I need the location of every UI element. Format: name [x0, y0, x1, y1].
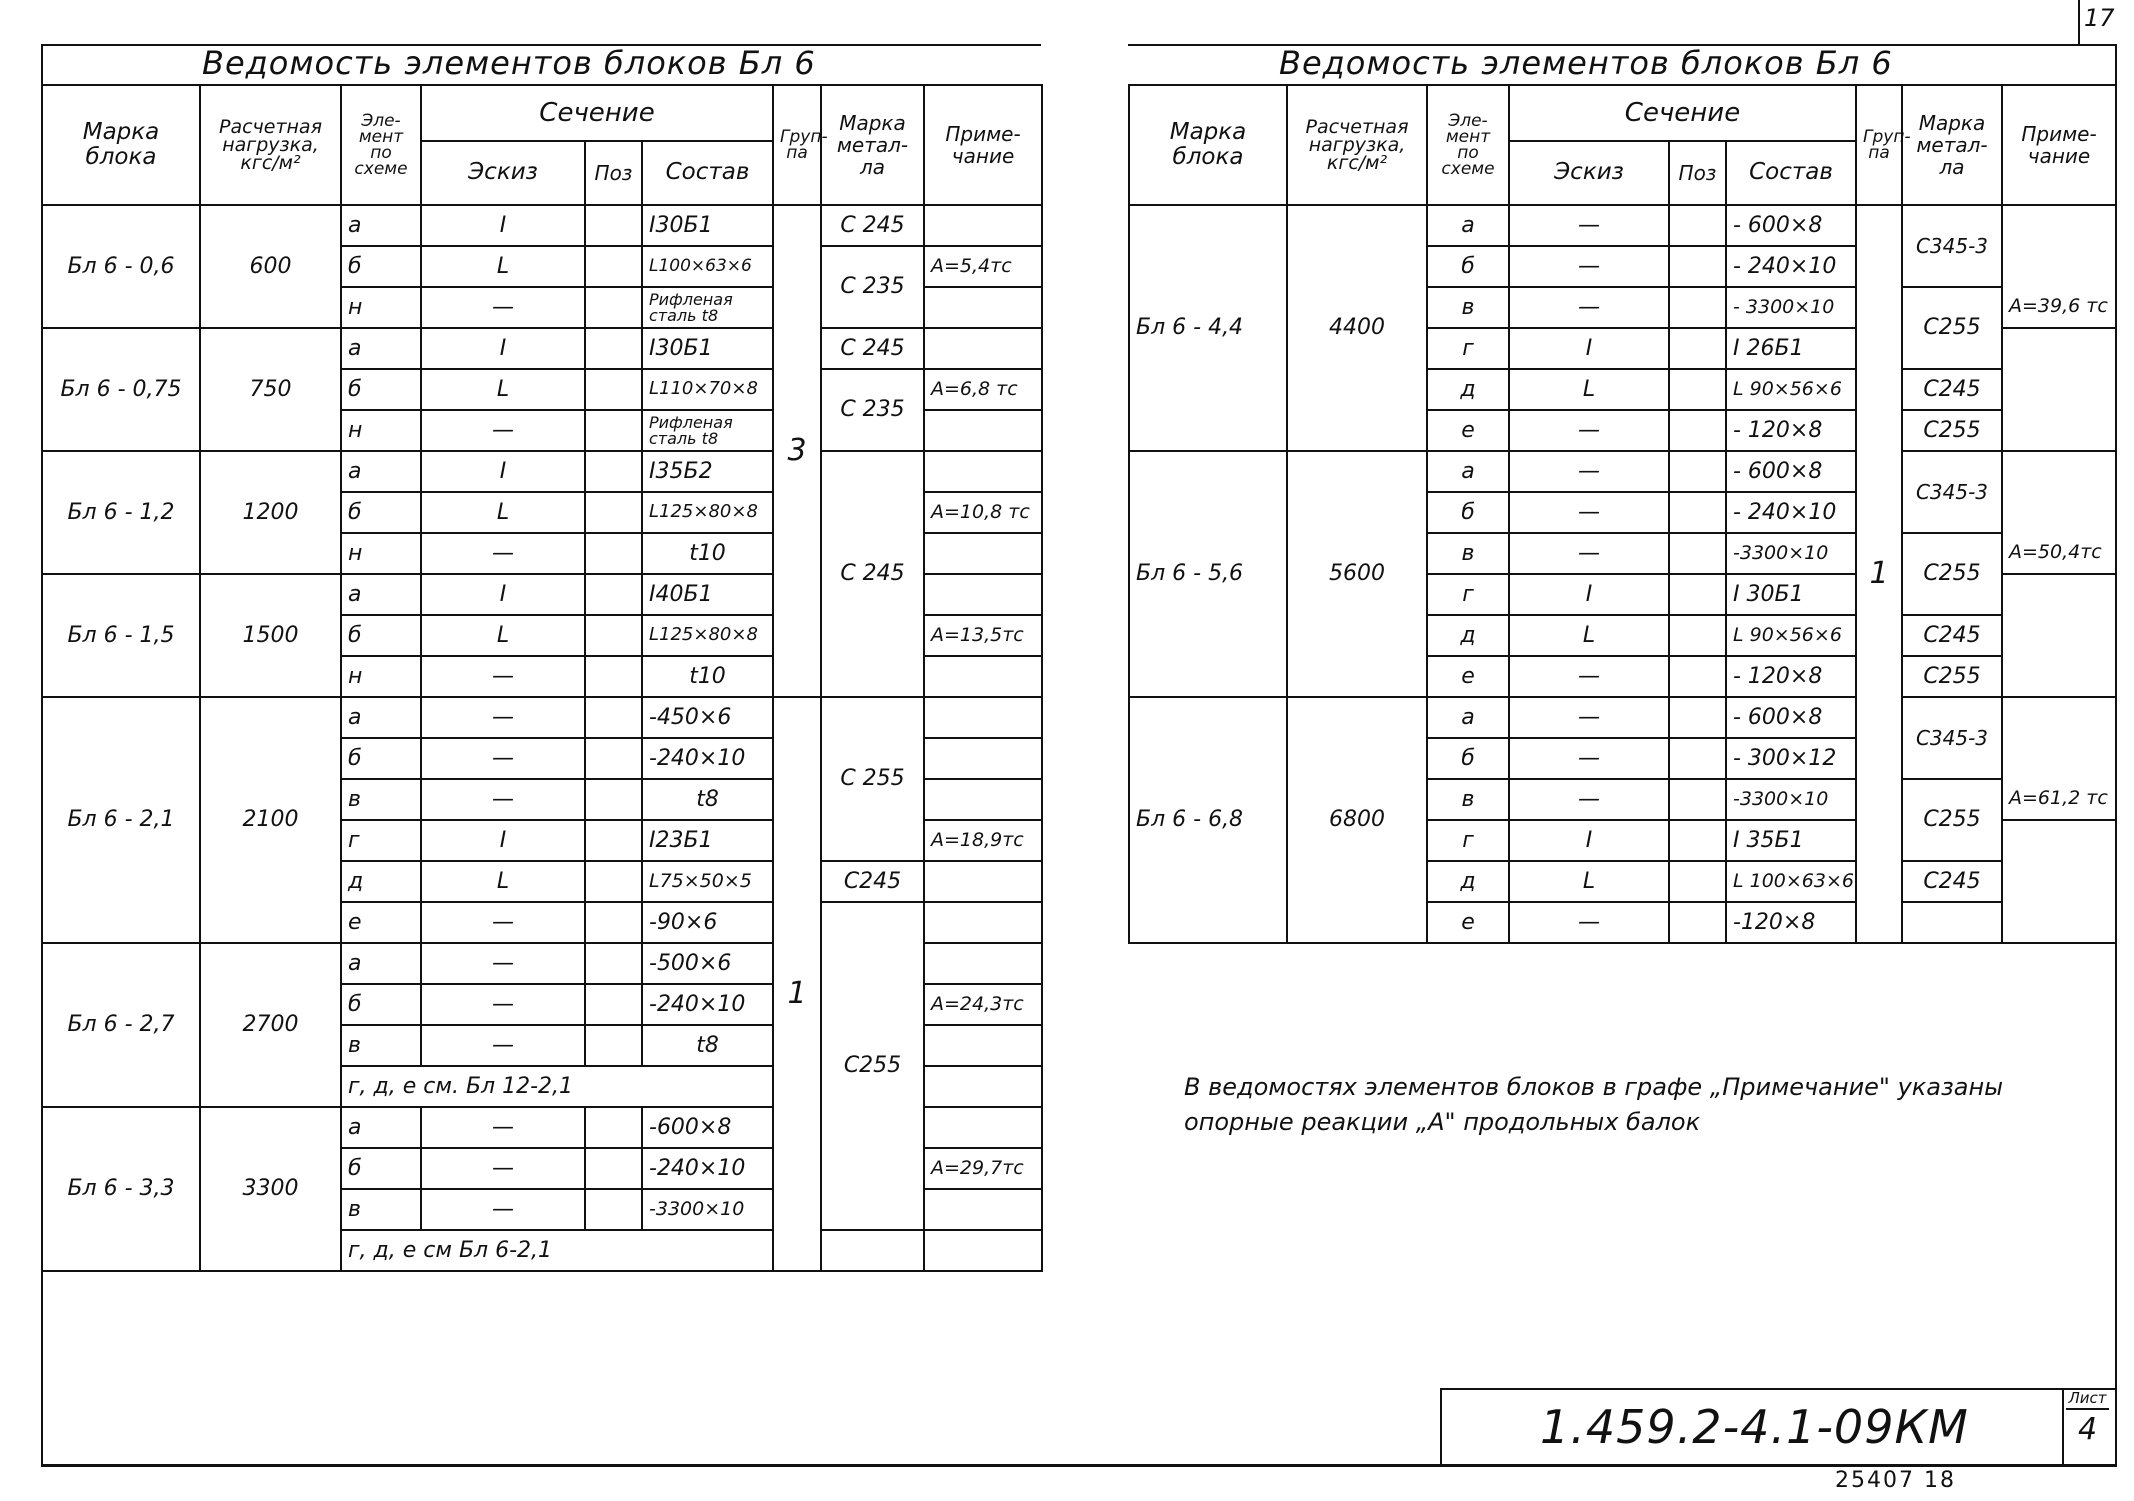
element-letter: а — [1427, 451, 1509, 492]
block-mark: Бл 6 - 3,3 — [42, 1107, 200, 1271]
header-load: Расчетная нагрузка, кгс/м² — [1287, 85, 1427, 205]
element-letter: б — [341, 738, 421, 779]
block-mark: Бл 6 - 6,8 — [1129, 697, 1287, 943]
metal-cell: С 245 — [821, 451, 924, 697]
element-letter: а — [1427, 697, 1509, 738]
pos-cell — [1669, 779, 1726, 820]
pos-cell — [1669, 451, 1726, 492]
composition-cell: - 600×8 — [1726, 205, 1856, 246]
composition-cell: -500×6 — [642, 943, 773, 984]
metal-cell: С345-3 — [1902, 697, 2002, 779]
header-pos: Поз — [585, 141, 642, 205]
composition-cell: -3300×10 — [642, 1189, 773, 1230]
element-letter: г — [341, 820, 421, 861]
note-cell — [924, 943, 1042, 984]
pos-cell — [585, 410, 642, 451]
composition-cell: - 240×10 — [1726, 492, 1856, 533]
composition-cell: L125×80×8 — [642, 615, 773, 656]
header-group: Груп-па — [1856, 85, 1902, 205]
note-cell — [924, 205, 1042, 246]
sketch-angle: L — [421, 369, 585, 410]
element-letter: б — [341, 615, 421, 656]
element-letter: е — [1427, 656, 1509, 697]
composition-cell: I 35Б1 — [1726, 820, 1856, 861]
sketch-plate: — — [1509, 533, 1669, 574]
metal-cell: С245 — [1902, 861, 2002, 902]
note-cell: А=29,7тс — [924, 1148, 1042, 1189]
header-metal: Марка метал-ла — [1902, 85, 2002, 205]
note-cell — [924, 1230, 1042, 1271]
composition-cell: t10 — [642, 533, 773, 574]
element-letter: а — [341, 328, 421, 369]
note-cell — [924, 451, 1042, 492]
pos-cell — [585, 574, 642, 615]
block-load: 750 — [200, 328, 341, 451]
element-letter: в — [1427, 287, 1509, 328]
note-cell: А=5,4тс — [924, 246, 1042, 287]
composition-cell: -3300×10 — [1726, 779, 1856, 820]
pos-cell — [1669, 861, 1726, 902]
composition-cell: I30Б1 — [642, 328, 773, 369]
sketch-plate: — — [421, 943, 585, 984]
group-cell: 3 — [773, 205, 821, 697]
pos-cell — [1669, 287, 1726, 328]
sketch-i-beam: I — [421, 820, 585, 861]
element-letter: а — [341, 205, 421, 246]
header-composition: Состав — [1726, 141, 1856, 205]
block-mark: Бл 6 - 1,2 — [42, 451, 200, 574]
element-letter: б — [1427, 246, 1509, 287]
element-letter: а — [341, 1107, 421, 1148]
element-letter: б — [1427, 738, 1509, 779]
right-elements-table — [1128, 44, 2117, 944]
pos-cell — [1669, 492, 1726, 533]
composition-cell: -600×8 — [642, 1107, 773, 1148]
element-letter: д — [1427, 861, 1509, 902]
sketch-i-beam: I — [1509, 328, 1669, 369]
pos-cell — [585, 369, 642, 410]
block-load: 2100 — [200, 697, 341, 943]
note-cell — [924, 861, 1042, 902]
pos-cell — [1669, 328, 1726, 369]
pos-cell — [585, 1189, 642, 1230]
block-mark: Бл 6 - 1,5 — [42, 574, 200, 697]
sketch-plate: — — [421, 410, 585, 451]
sketch-plate: — — [421, 1107, 585, 1148]
composition-cell: - 300×12 — [1726, 738, 1856, 779]
element-letter: б — [341, 1148, 421, 1189]
sketch-plate: — — [421, 738, 585, 779]
note-cell: А=50,4тс — [2002, 533, 2116, 574]
note-cell — [924, 738, 1042, 779]
pos-cell — [585, 205, 642, 246]
metal-cell: С 245 — [821, 328, 924, 369]
element-letter: е — [1427, 410, 1509, 451]
sheet-number: 4 — [2077, 1412, 2098, 1447]
group-cell: 1 — [773, 697, 821, 1271]
sketch-plate: — — [421, 1189, 585, 1230]
note-cell — [924, 287, 1042, 328]
block-load: 600 — [200, 205, 341, 328]
element-letter: в — [341, 1025, 421, 1066]
sketch-plate: — — [1509, 410, 1669, 451]
composition-cell: L 90×56×6 — [1726, 615, 1856, 656]
pos-cell — [1669, 656, 1726, 697]
element-letter: н — [341, 410, 421, 451]
composition-cell: -450×6 — [642, 697, 773, 738]
sketch-plate: — — [421, 779, 585, 820]
element-letter: в — [1427, 779, 1509, 820]
pos-cell — [1669, 574, 1726, 615]
composition-cell: L 90×56×6 — [1726, 369, 1856, 410]
note-cell — [924, 1189, 1042, 1230]
element-letter: д — [1427, 615, 1509, 656]
element-letter: б — [341, 984, 421, 1025]
composition-cell: - 120×8 — [1726, 410, 1856, 451]
pos-cell — [1669, 738, 1726, 779]
sketch-angle: L — [421, 492, 585, 533]
sketch-angle: L — [421, 246, 585, 287]
sheet-label: Лист — [2066, 1388, 2109, 1410]
sketch-plate: — — [1509, 697, 1669, 738]
metal-cell: С255 — [821, 902, 924, 1230]
corner-number: 17 — [2084, 4, 2115, 32]
composition-cell: - 240×10 — [1726, 246, 1856, 287]
composition-cell: -240×10 — [642, 984, 773, 1025]
header-note: Приме-чание — [924, 85, 1042, 205]
composition-cell: L75×50×5 — [642, 861, 773, 902]
header-mark: Марка блока — [1129, 85, 1287, 205]
sketch-plate: — — [1509, 779, 1669, 820]
footnote-line: опорные реакции „А" продольных балок — [1184, 1107, 1701, 1136]
metal-cell: С 235 — [821, 246, 924, 328]
reference-cell: г, д, е см Бл 6-2,1 — [341, 1230, 773, 1271]
composition-cell: -240×10 — [642, 1148, 773, 1189]
footnote-line: В ведомостях элементов блоков в графе „Примечание" указаны — [1184, 1073, 2004, 1101]
metal-cell: С255 — [1902, 287, 2002, 369]
sketch-plate: — — [1509, 738, 1669, 779]
pos-cell — [1669, 205, 1726, 246]
pos-cell — [585, 861, 642, 902]
pos-cell — [1669, 820, 1726, 861]
pos-cell — [585, 492, 642, 533]
sketch-plate: — — [1509, 451, 1669, 492]
note-cell — [2002, 697, 2116, 779]
pos-cell — [1669, 410, 1726, 451]
sketch-plate: — — [421, 697, 585, 738]
sketch-i-beam: I — [421, 205, 585, 246]
composition-cell: -120×8 — [1726, 902, 1856, 943]
metal-cell: С255 — [1902, 656, 2002, 697]
metal-cell — [1902, 902, 2002, 943]
composition-cell: Рифленая сталь t8 — [642, 410, 773, 451]
sketch-plate: — — [1509, 205, 1669, 246]
header-pos: Поз — [1669, 141, 1726, 205]
composition-cell: - 600×8 — [1726, 697, 1856, 738]
note-cell — [924, 1025, 1042, 1066]
note-cell — [924, 574, 1042, 615]
composition-cell: - 120×8 — [1726, 656, 1856, 697]
pos-cell — [585, 246, 642, 287]
sketch-angle: L — [1509, 615, 1669, 656]
element-letter: г — [1427, 328, 1509, 369]
sketch-plate: — — [1509, 492, 1669, 533]
pos-cell — [585, 820, 642, 861]
sketch-i-beam: I — [421, 328, 585, 369]
element-letter: а — [341, 451, 421, 492]
metal-cell: С255 — [1902, 533, 2002, 615]
pos-cell — [585, 943, 642, 984]
element-letter: в — [341, 779, 421, 820]
block-load: 5600 — [1287, 451, 1427, 697]
pos-cell — [585, 615, 642, 656]
note-cell — [2002, 820, 2116, 943]
sketch-angle: L — [1509, 369, 1669, 410]
note-cell: А=10,8 тс — [924, 492, 1042, 533]
composition-cell: L100×63×6 — [642, 246, 773, 287]
element-letter: н — [341, 533, 421, 574]
note-cell: А=6,8 тс — [924, 369, 1042, 410]
element-letter: а — [341, 574, 421, 615]
footnote — [1184, 1070, 2003, 1140]
note-cell — [924, 410, 1042, 451]
note-cell — [924, 697, 1042, 738]
element-letter: г — [1427, 574, 1509, 615]
pos-cell — [1669, 246, 1726, 287]
pos-cell — [585, 902, 642, 943]
composition-cell: -240×10 — [642, 738, 773, 779]
table-title: Ведомость элементов блоков Бл 6 — [42, 44, 1042, 85]
pos-cell — [585, 697, 642, 738]
block-mark: Бл 6 - 0,6 — [42, 205, 200, 328]
pos-cell — [585, 451, 642, 492]
sketch-angle: L — [1509, 861, 1669, 902]
note-cell — [924, 779, 1042, 820]
header-group: Груп-па — [773, 85, 821, 205]
sketch-angle: L — [421, 861, 585, 902]
sketch-plate: — — [1509, 246, 1669, 287]
composition-cell: I23Б1 — [642, 820, 773, 861]
element-letter: н — [341, 287, 421, 328]
note-cell — [924, 656, 1042, 697]
sketch-plate: — — [421, 287, 585, 328]
document-code: 1.459.2-4.1-09КМ — [1540, 1400, 1969, 1454]
block-load: 1500 — [200, 574, 341, 697]
note-cell — [2002, 328, 2116, 451]
block-load: 4400 — [1287, 205, 1427, 451]
element-letter: б — [341, 492, 421, 533]
pos-cell — [585, 984, 642, 1025]
composition-cell: I30Б1 — [642, 205, 773, 246]
element-letter: а — [341, 943, 421, 984]
pos-cell — [585, 533, 642, 574]
note-cell: А=39,6 тс — [2002, 287, 2116, 328]
metal-cell — [821, 1230, 924, 1271]
sketch-plate: — — [421, 656, 585, 697]
composition-cell: t8 — [642, 1025, 773, 1066]
header-section: Сечение — [421, 85, 773, 141]
metal-cell: С 245 — [821, 205, 924, 246]
element-letter: д — [341, 861, 421, 902]
left-elements-table — [41, 44, 1043, 1272]
sketch-plate: — — [1509, 902, 1669, 943]
sketch-angle: L — [421, 615, 585, 656]
pos-cell — [1669, 697, 1726, 738]
block-mark: Бл 6 - 2,7 — [42, 943, 200, 1107]
composition-cell: I 30Б1 — [1726, 574, 1856, 615]
note-cell — [924, 533, 1042, 574]
block-mark: Бл 6 - 0,75 — [42, 328, 200, 451]
element-letter: в — [1427, 533, 1509, 574]
pos-cell — [585, 779, 642, 820]
metal-cell: С245 — [1902, 615, 2002, 656]
pos-cell — [1669, 533, 1726, 574]
composition-cell: t8 — [642, 779, 773, 820]
sketch-plate: — — [1509, 656, 1669, 697]
metal-cell: С345-3 — [1902, 451, 2002, 533]
composition-cell: I35Б2 — [642, 451, 773, 492]
pos-cell — [585, 1107, 642, 1148]
pos-cell — [585, 287, 642, 328]
metal-cell: С345-3 — [1902, 205, 2002, 287]
header-composition: Состав — [642, 141, 773, 205]
note-cell — [924, 1066, 1042, 1107]
element-letter: б — [341, 246, 421, 287]
group-cell: 1 — [1856, 205, 1902, 943]
sketch-plate: — — [421, 1148, 585, 1189]
element-letter: г — [1427, 820, 1509, 861]
sketch-i-beam: I — [1509, 820, 1669, 861]
pos-cell — [585, 1148, 642, 1189]
header-load: Расчетная нагрузка, кгс/м² — [200, 85, 341, 205]
composition-cell: L125×80×8 — [642, 492, 773, 533]
block-mark: Бл 6 - 4,4 — [1129, 205, 1287, 451]
element-letter: а — [1427, 205, 1509, 246]
metal-cell: С255 — [1902, 410, 2002, 451]
element-letter: д — [1427, 369, 1509, 410]
composition-cell: I40Б1 — [642, 574, 773, 615]
metal-cell: С245 — [821, 861, 924, 902]
element-letter: б — [1427, 492, 1509, 533]
metal-cell: С 235 — [821, 369, 924, 451]
pos-cell — [585, 656, 642, 697]
header-element: Эле-мент по схеме — [341, 85, 421, 205]
composition-cell: - 600×8 — [1726, 451, 1856, 492]
element-letter: в — [341, 1189, 421, 1230]
composition-cell: - 3300×10 — [1726, 287, 1856, 328]
sketch-plate: — — [421, 902, 585, 943]
header-element: Эле-мент по схеме — [1427, 85, 1509, 205]
reference-cell: г, д, е см. Бл 12-2,1 — [341, 1066, 773, 1107]
metal-cell: С255 — [1902, 779, 2002, 861]
note-cell: А=18,9тс — [924, 820, 1042, 861]
composition-cell: L110×70×8 — [642, 369, 773, 410]
header-metal: Марка метал-ла — [821, 85, 924, 205]
header-note: Приме-чание — [2002, 85, 2116, 205]
header-sketch: Эскиз — [421, 141, 585, 205]
composition-cell: Рифленая сталь t8 — [642, 287, 773, 328]
note-cell — [924, 328, 1042, 369]
block-load: 3300 — [200, 1107, 341, 1271]
block-load: 2700 — [200, 943, 341, 1107]
element-letter: б — [341, 369, 421, 410]
pos-cell — [585, 738, 642, 779]
pos-cell — [1669, 615, 1726, 656]
note-cell — [2002, 205, 2116, 287]
composition-cell: I 26Б1 — [1726, 328, 1856, 369]
table-title: Ведомость элементов блоков Бл 6 — [1129, 44, 2116, 85]
sketch-plate: — — [1509, 287, 1669, 328]
block-mark: Бл 6 - 5,6 — [1129, 451, 1287, 697]
sketch-i-beam: I — [1509, 574, 1669, 615]
sketch-i-beam: I — [421, 574, 585, 615]
header-section: Сечение — [1509, 85, 1856, 141]
element-letter: а — [341, 697, 421, 738]
pos-cell — [1669, 369, 1726, 410]
pos-cell — [585, 1025, 642, 1066]
pos-cell — [1669, 902, 1726, 943]
sketch-plate: — — [421, 984, 585, 1025]
header-mark: Марка блока — [42, 85, 200, 205]
note-cell — [2002, 574, 2116, 697]
note-cell — [2002, 451, 2116, 533]
note-cell: А=24,3тс — [924, 984, 1042, 1025]
composition-cell: L 100×63×6 — [1726, 861, 1856, 902]
composition-cell: t10 — [642, 656, 773, 697]
sketch-plate: — — [421, 533, 585, 574]
metal-cell: С 255 — [821, 697, 924, 861]
block-load: 6800 — [1287, 697, 1427, 943]
note-cell — [924, 902, 1042, 943]
note-cell: А=13,5тс — [924, 615, 1042, 656]
block-load: 1200 — [200, 451, 341, 574]
note-cell: А=61,2 тс — [2002, 779, 2116, 820]
element-letter: е — [341, 902, 421, 943]
sketch-i-beam: I — [421, 451, 585, 492]
note-cell — [924, 1107, 1042, 1148]
composition-cell: -90×6 — [642, 902, 773, 943]
block-mark: Бл 6 - 2,1 — [42, 697, 200, 943]
composition-cell: -3300×10 — [1726, 533, 1856, 574]
metal-cell: С245 — [1902, 369, 2002, 410]
pos-cell — [585, 328, 642, 369]
header-sketch: Эскиз — [1509, 141, 1669, 205]
sketch-plate: — — [421, 1025, 585, 1066]
element-letter: н — [341, 656, 421, 697]
archive-number: 25407 18 — [1835, 1468, 1956, 1493]
element-letter: е — [1427, 902, 1509, 943]
